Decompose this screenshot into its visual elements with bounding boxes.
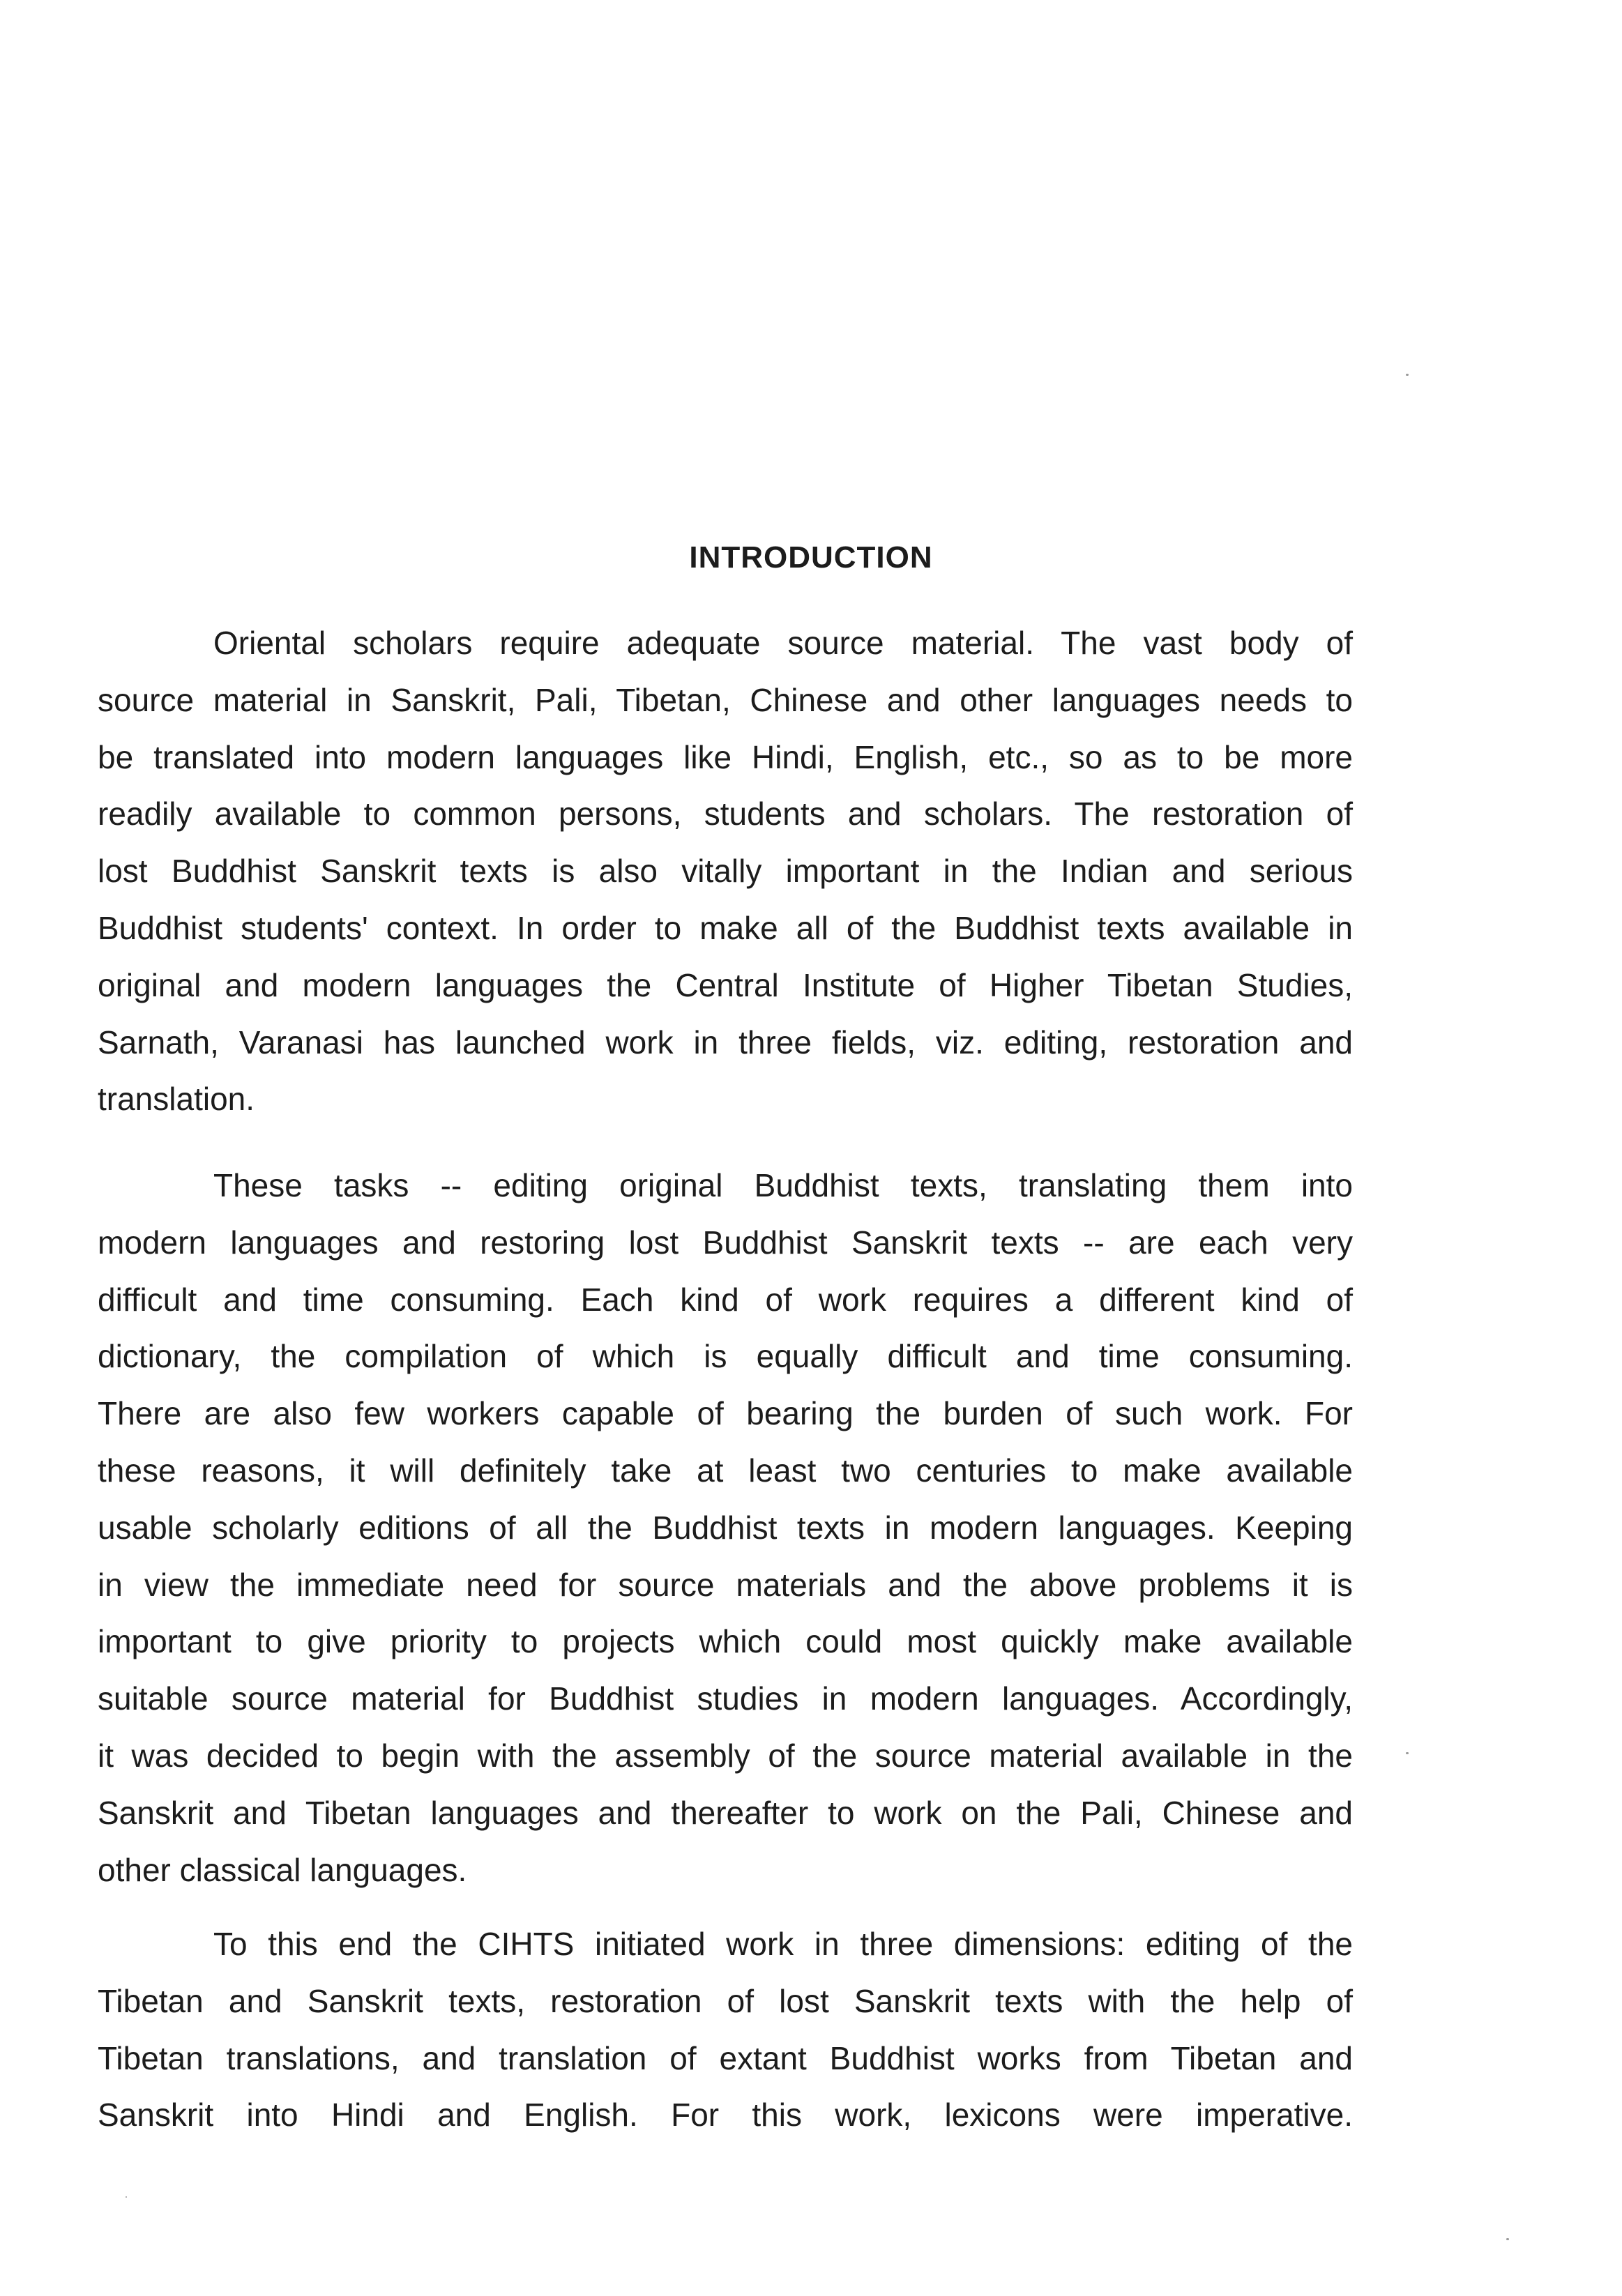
paragraph-line: in view the immediate need for source materials and the above problems it is	[98, 1566, 1353, 1603]
paragraph-line: Sanskrit and Tibetan languages and thereafter to work on the Pali, Chinese and	[98, 1794, 1353, 1831]
paragraph-line: Buddhist students' context. In order to make all of the Buddhist texts available in	[98, 909, 1353, 946]
paragraph-line: dictionary, the compilation of which is equally difficult and time consuming.	[98, 1338, 1353, 1375]
paragraph-1	[98, 615, 1353, 1128]
paragraph-line: translation.	[98, 1081, 255, 1118]
paragraph-line: lost Buddhist Sanskrit texts is also vitally important in the Indian and serious	[98, 853, 1353, 890]
paragraph-line: usable scholarly editions of all the Buddhist texts in modern languages. Keeping	[98, 1509, 1353, 1546]
scan-speck	[1506, 2238, 1509, 2240]
paragraph-line: source material in Sanskrit, Pali, Tibetan, Chinese and other languages needs to	[98, 681, 1353, 718]
scan-speck	[1406, 374, 1409, 376]
paragraph-line: original and modern languages the Central Institute of Higher Tibetan Studies,	[98, 966, 1353, 1003]
paragraph-line: it was decided to begin with the assembly of the source material available in the	[98, 1737, 1353, 1774]
paragraph-line: These tasks -- editing original Buddhist texts, translating them into	[213, 1167, 1353, 1203]
paragraph-line: difficult and time consuming. Each kind of work requires a different kind of	[98, 1281, 1353, 1318]
paragraph-line: suitable source material for Buddhist studies in modern languages. Accordingly,	[98, 1680, 1353, 1717]
paragraph-line: modern languages and restoring lost Buddhist Sanskrit texts -- are each very	[98, 1224, 1353, 1261]
paragraph-2	[98, 1157, 1353, 1899]
paragraph-line: Tibetan and Sanskrit texts, restoration of lost Sanskrit texts with the help of	[98, 1982, 1353, 2019]
paragraph-line: There are also few workers capable of bearing the burden of such work. For	[98, 1395, 1353, 1432]
paragraph-3	[98, 1916, 1353, 2144]
paragraph-line: Tibetan translations, and translation of extant Buddhist works from Tibetan and	[98, 2039, 1353, 2076]
paragraph-line: be translated into modern languages like Hindi, English, etc., so as to be more	[98, 738, 1353, 775]
scan-speck	[126, 2196, 127, 2198]
paragraph-line: To this end the CIHTS initiated work in three dimensions: editing of the	[213, 1926, 1353, 1962]
paragraph-line: these reasons, it will definitely take at least two centuries to make available	[98, 1452, 1353, 1489]
paragraph-line: readily available to common persons, students and scholars. The restoration of	[98, 796, 1353, 833]
paragraph-line: important to give priority to projects which could most quickly make available	[98, 1623, 1353, 1660]
paragraph-line: Sarnath, Varanasi has launched work in three fields, viz. editing, restoration and	[98, 1024, 1353, 1060]
paragraph-line: Sanskrit into Hindi and English. For this work, lexicons were imperative.	[98, 2097, 1353, 2134]
page-title: INTRODUCTION	[689, 540, 933, 575]
paragraph-line: Oriental scholars require adequate source material. The vast body of	[213, 625, 1353, 661]
paragraph-line: other classical languages.	[98, 1851, 467, 1888]
scan-speck	[1406, 1752, 1409, 1754]
